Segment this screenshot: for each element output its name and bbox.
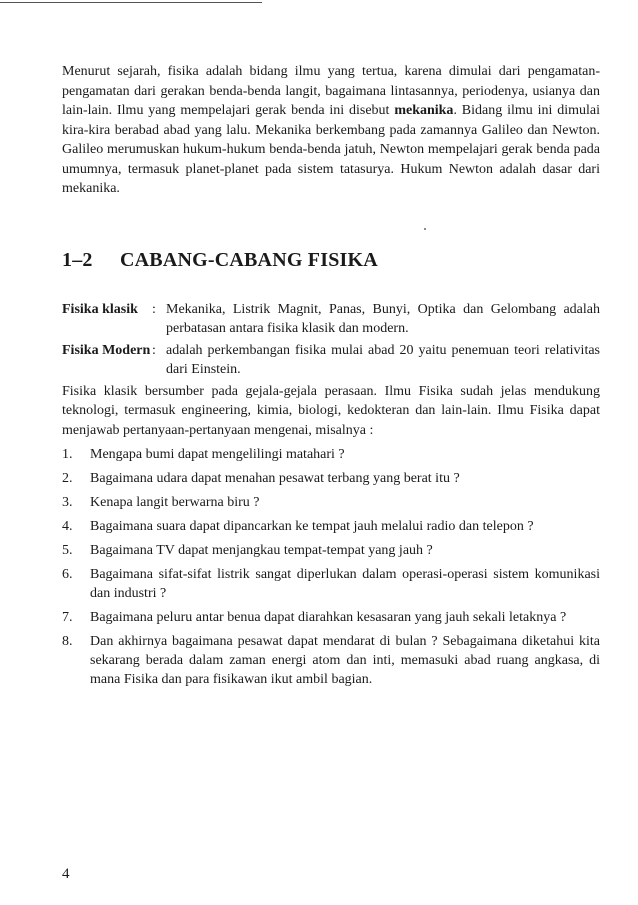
page-number: 4	[62, 866, 70, 882]
definition-text: Mekanika, Listrik Magnit, Panas, Bunyi, Optika dan Gelombang adalah perbatasan antara fisika klasik dan modern.	[166, 301, 600, 336]
page-content	[62, 62, 600, 694]
list-item	[62, 632, 600, 689]
list-item-text: Dan akhirnya bagaimana pesawat dapat mendarat di bulan ? Sebagaimana diketahui kita sekarang berada dalam zaman energi atom dan inti, memasuki abad ruang angkasa, di mana Fisika dan para fisikawan ikut ambil bagian.	[90, 634, 600, 687]
list-item-number: 7.	[62, 610, 73, 625]
definition-row	[62, 341, 600, 379]
list-item-number: 5.	[62, 543, 73, 558]
list-item-text: Bagaimana TV dapat menjangkau tempat-tempat yang jauh ?	[90, 543, 433, 558]
paragraph1-after: . Bidang ilmu ini dimulai kira-kira berabad abad yang lalu. Mekanika berkembang pada zamannya Galileo dan Newton. Galileo merumuskan hukum-hukum benda-benda jatuh, Newton mempelajari gerak benda pada umumnya, termasuk planet-planet pada sistem tatasurya. Hukum Newton adalah dasar dari mekanika.	[62, 103, 600, 196]
list-item	[62, 565, 600, 603]
definition-term: Fisika klasik	[62, 301, 138, 317]
list-item	[62, 608, 600, 627]
paragraph1-before: Menurut sejarah, fisika adalah bidang ilmu yang tertua, karena dimulai dari pengamatan-pengamatan dari gerakan benda-benda langit, bagaimana lintasannya, periodenya, usianya dan lain-lain. Ilmu yang mempelajari gerak benda ini disebut	[62, 64, 600, 118]
definition-row	[62, 300, 600, 338]
list-item-number: 2.	[62, 471, 73, 486]
section-number: 1–2	[62, 248, 93, 271]
questions-list	[62, 445, 600, 689]
list-item-number: 8.	[62, 634, 73, 649]
list-item	[62, 493, 600, 512]
definition-colon: :	[152, 342, 156, 358]
list-item-text: Bagaimana suara dapat dipancarkan ke tempat jauh melalui radio dan telepon ?	[90, 519, 534, 534]
section-title: CABANG-CABANG FISIKA	[120, 248, 378, 271]
intro-paragraph	[62, 62, 600, 199]
list-item-text: Kenapa langit berwarna biru ?	[90, 495, 260, 510]
list-item-text: Mengapa bumi dapat mengelilingi matahari ?	[90, 447, 345, 462]
list-item	[62, 517, 600, 536]
definition-text: adalah perkembangan fisika mulai abad 20 yaitu penemuan teori relativitas dari Einstein.	[166, 342, 600, 377]
list-item	[62, 445, 600, 464]
definition-colon: :	[152, 301, 156, 317]
list-item	[62, 541, 600, 560]
top-rule	[0, 2, 262, 3]
term-mekanika: mekanika	[394, 103, 454, 118]
list-item-text: Bagaimana sifat-sifat listrik sangat diperlukan dalam operasi-operasi sistem komunikasi dan industri ?	[90, 567, 600, 601]
list-item-text: Bagaimana udara dapat menahan pesawat terbang yang berat itu ?	[90, 471, 460, 486]
definition-term: Fisika Modern	[62, 342, 151, 358]
list-item	[62, 469, 600, 488]
list-item-number: 4.	[62, 519, 73, 534]
list-item-number: 1.	[62, 447, 73, 462]
list-item-number: 6.	[62, 567, 73, 582]
definitions-list	[62, 300, 600, 379]
list-item-text: Bagaimana peluru antar benua dapat diarahkan kesasaran yang jauh sekali letaknya ?	[90, 610, 567, 625]
section-heading	[62, 249, 600, 272]
list-item-number: 3.	[62, 495, 73, 510]
questions-intro: Fisika klasik bersumber pada gejala-gejala perasaan. Ilmu Fisika sudah jelas mendukung teknologi, termasuk engineering, kimia, biologi, kedokteran dan lain-lain. Ilmu Fisika dapat menjawab pertanyaan-pertanyaan mengenai, misalnya :	[62, 383, 600, 438]
